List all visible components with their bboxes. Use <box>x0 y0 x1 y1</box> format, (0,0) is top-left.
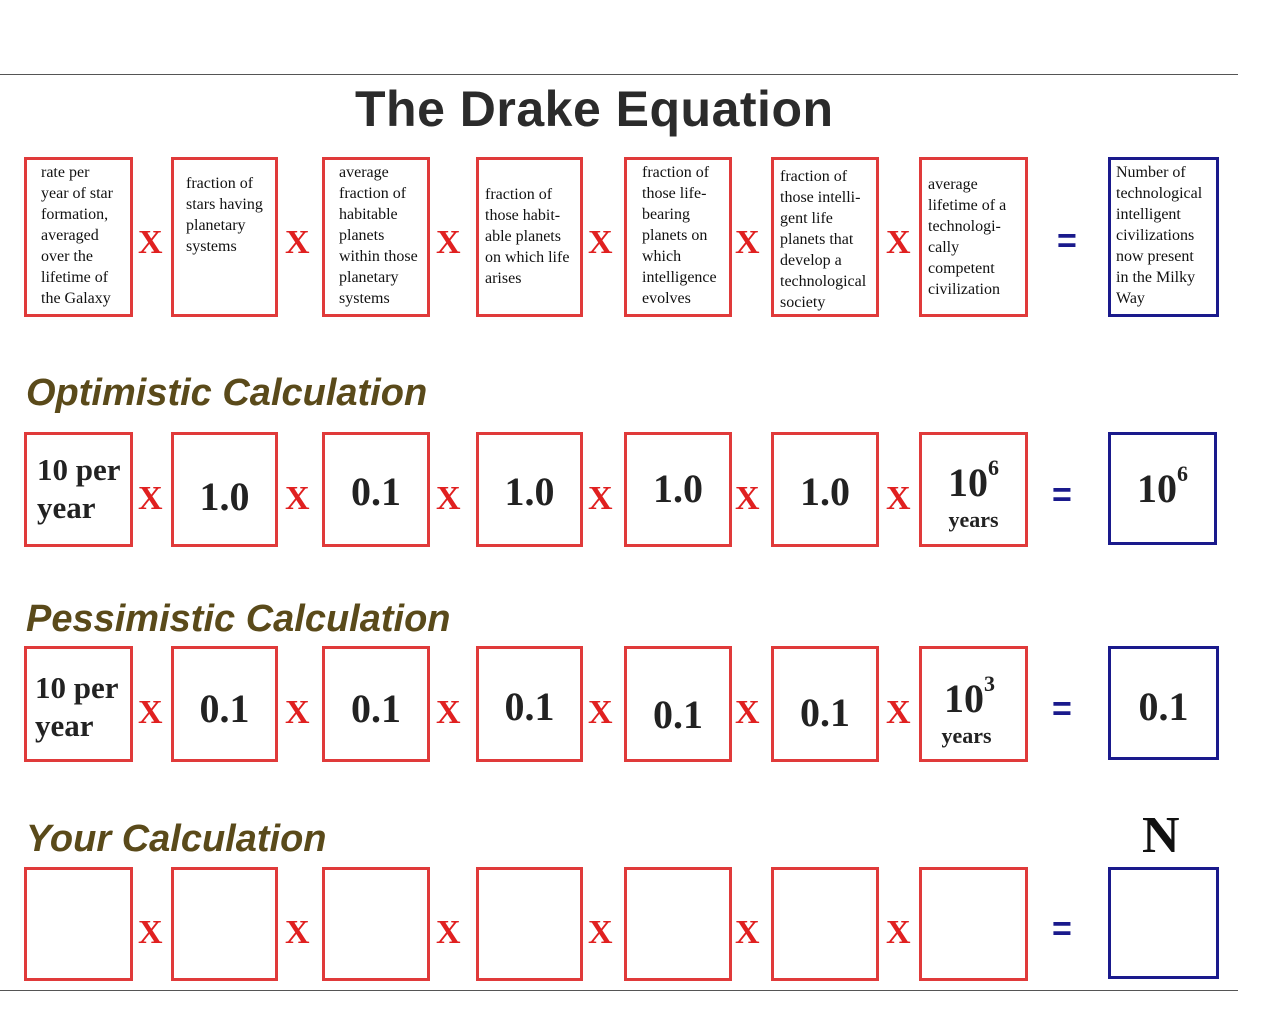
equals-sign: = <box>1057 222 1077 260</box>
value-box <box>322 646 430 762</box>
result-box-definition <box>1108 157 1219 317</box>
value-box-lifetime <box>919 432 1028 547</box>
value-text: 0.1 <box>199 686 250 731</box>
value-text: 0.1 <box>653 692 703 737</box>
multiply-sign: X <box>588 694 613 731</box>
multiply-sign: X <box>588 914 613 951</box>
value-text: 0.1 <box>351 686 401 731</box>
multiply-sign: X <box>285 224 310 261</box>
multiply-sign: X <box>436 480 461 517</box>
result-box-pessimistic <box>1108 646 1219 760</box>
value-box <box>624 432 732 547</box>
input-box-result[interactable] <box>1108 867 1219 979</box>
value-box <box>476 646 583 762</box>
value-text: 1.0 <box>199 474 250 519</box>
term-text: rate per year of star formation, averaged over the lifetime of the Galaxy <box>41 164 113 307</box>
value-unit: years <box>948 507 999 532</box>
value-box <box>171 646 278 762</box>
value-text: 0.1 <box>800 690 850 735</box>
value-text: 1.0 <box>504 469 555 514</box>
top-rule <box>0 74 1238 75</box>
term-text: fraction of those intelli- gent life planets that develop a technological society <box>780 168 867 311</box>
multiply-sign: X <box>285 480 310 517</box>
value-text: 10 per year <box>37 452 121 525</box>
multiply-sign: X <box>886 694 911 731</box>
multiply-sign: X <box>735 914 760 951</box>
term-box-lifetime <box>919 157 1028 317</box>
multiply-sign: X <box>138 224 163 261</box>
value-box <box>322 432 430 547</box>
term-box-technology <box>771 157 879 317</box>
multiply-sign: X <box>588 480 613 517</box>
multiply-sign: X <box>886 914 911 951</box>
equals-sign: = <box>1052 690 1072 728</box>
input-box-planetary-systems[interactable] <box>171 867 278 981</box>
result-value: 0.1 <box>1138 684 1189 729</box>
value-box <box>24 646 133 762</box>
section-heading-pessimistic: Pessimistic Calculation <box>26 598 451 640</box>
multiply-sign: X <box>588 224 613 261</box>
multiply-sign: X <box>436 914 461 951</box>
result-label-n: N <box>1142 807 1180 864</box>
multiply-sign: X <box>285 694 310 731</box>
power-exponent: 6 <box>1177 461 1188 486</box>
term-box-life-arises <box>476 157 583 317</box>
input-box-technology[interactable] <box>771 867 879 981</box>
power-exponent: 3 <box>984 671 995 696</box>
power-base: 10 <box>944 676 984 721</box>
term-box-planetary-systems <box>171 157 278 317</box>
multiply-sign: X <box>285 914 310 951</box>
input-box-intelligence[interactable] <box>624 867 732 981</box>
bottom-rule <box>0 990 1238 991</box>
multiply-sign: X <box>735 224 760 261</box>
term-box-intelligence <box>624 157 732 317</box>
power-base: 10 <box>1137 466 1177 511</box>
power-base: 10 <box>948 460 988 505</box>
input-box-star-formation[interactable] <box>24 867 133 981</box>
multiply-sign: X <box>138 694 163 731</box>
equals-sign: = <box>1052 910 1072 948</box>
term-text: average lifetime of a technologi- cally competent civilization <box>928 176 1007 298</box>
value-text: 0.1 <box>351 469 401 514</box>
value-box-lifetime <box>919 646 1028 762</box>
page-title: The Drake Equation <box>355 81 834 137</box>
value-box <box>24 432 133 547</box>
value-box <box>476 432 583 547</box>
value-unit: years <box>941 723 992 748</box>
value-text <box>914 671 1025 722</box>
term-text: fraction of those habit- able planets on which life arises <box>485 186 570 287</box>
equals-sign: = <box>1052 476 1072 514</box>
multiply-sign: X <box>886 224 911 261</box>
multiply-sign: X <box>436 694 461 731</box>
term-box-star-formation <box>24 157 133 317</box>
section-heading-optimistic: Optimistic Calculation <box>26 372 428 414</box>
input-box-habitable-planets[interactable] <box>322 867 430 981</box>
value-box <box>624 646 732 762</box>
result-value <box>1111 461 1214 512</box>
value-text <box>922 455 1025 506</box>
value-box <box>771 432 879 547</box>
value-text: 0.1 <box>504 684 555 729</box>
term-text: average fraction of habitable planets within those planetary systems <box>339 164 418 307</box>
multiply-sign: X <box>138 914 163 951</box>
value-text: 1.0 <box>653 466 703 511</box>
result-box-optimistic <box>1108 432 1217 545</box>
term-box-habitable-planets <box>322 157 430 317</box>
multiply-sign: X <box>138 480 163 517</box>
power-exponent: 6 <box>988 455 999 480</box>
multiply-sign: X <box>735 480 760 517</box>
value-box <box>171 432 278 547</box>
section-heading-yours: Your Calculation <box>26 818 327 860</box>
input-box-lifetime[interactable] <box>919 867 1028 981</box>
multiply-sign: X <box>436 224 461 261</box>
multiply-sign: X <box>886 480 911 517</box>
value-text: 10 per year <box>35 670 119 743</box>
term-text: fraction of stars having planetary systems <box>186 175 263 255</box>
multiply-sign: X <box>735 694 760 731</box>
result-text: Number of technological intelligent civilizations now present in the Milky Way <box>1116 164 1203 307</box>
input-box-life-arises[interactable] <box>476 867 583 981</box>
value-text: 1.0 <box>800 469 850 514</box>
term-text: fraction of those life- bearing planets on which intelligence evolves <box>642 164 717 307</box>
value-box <box>771 646 879 762</box>
